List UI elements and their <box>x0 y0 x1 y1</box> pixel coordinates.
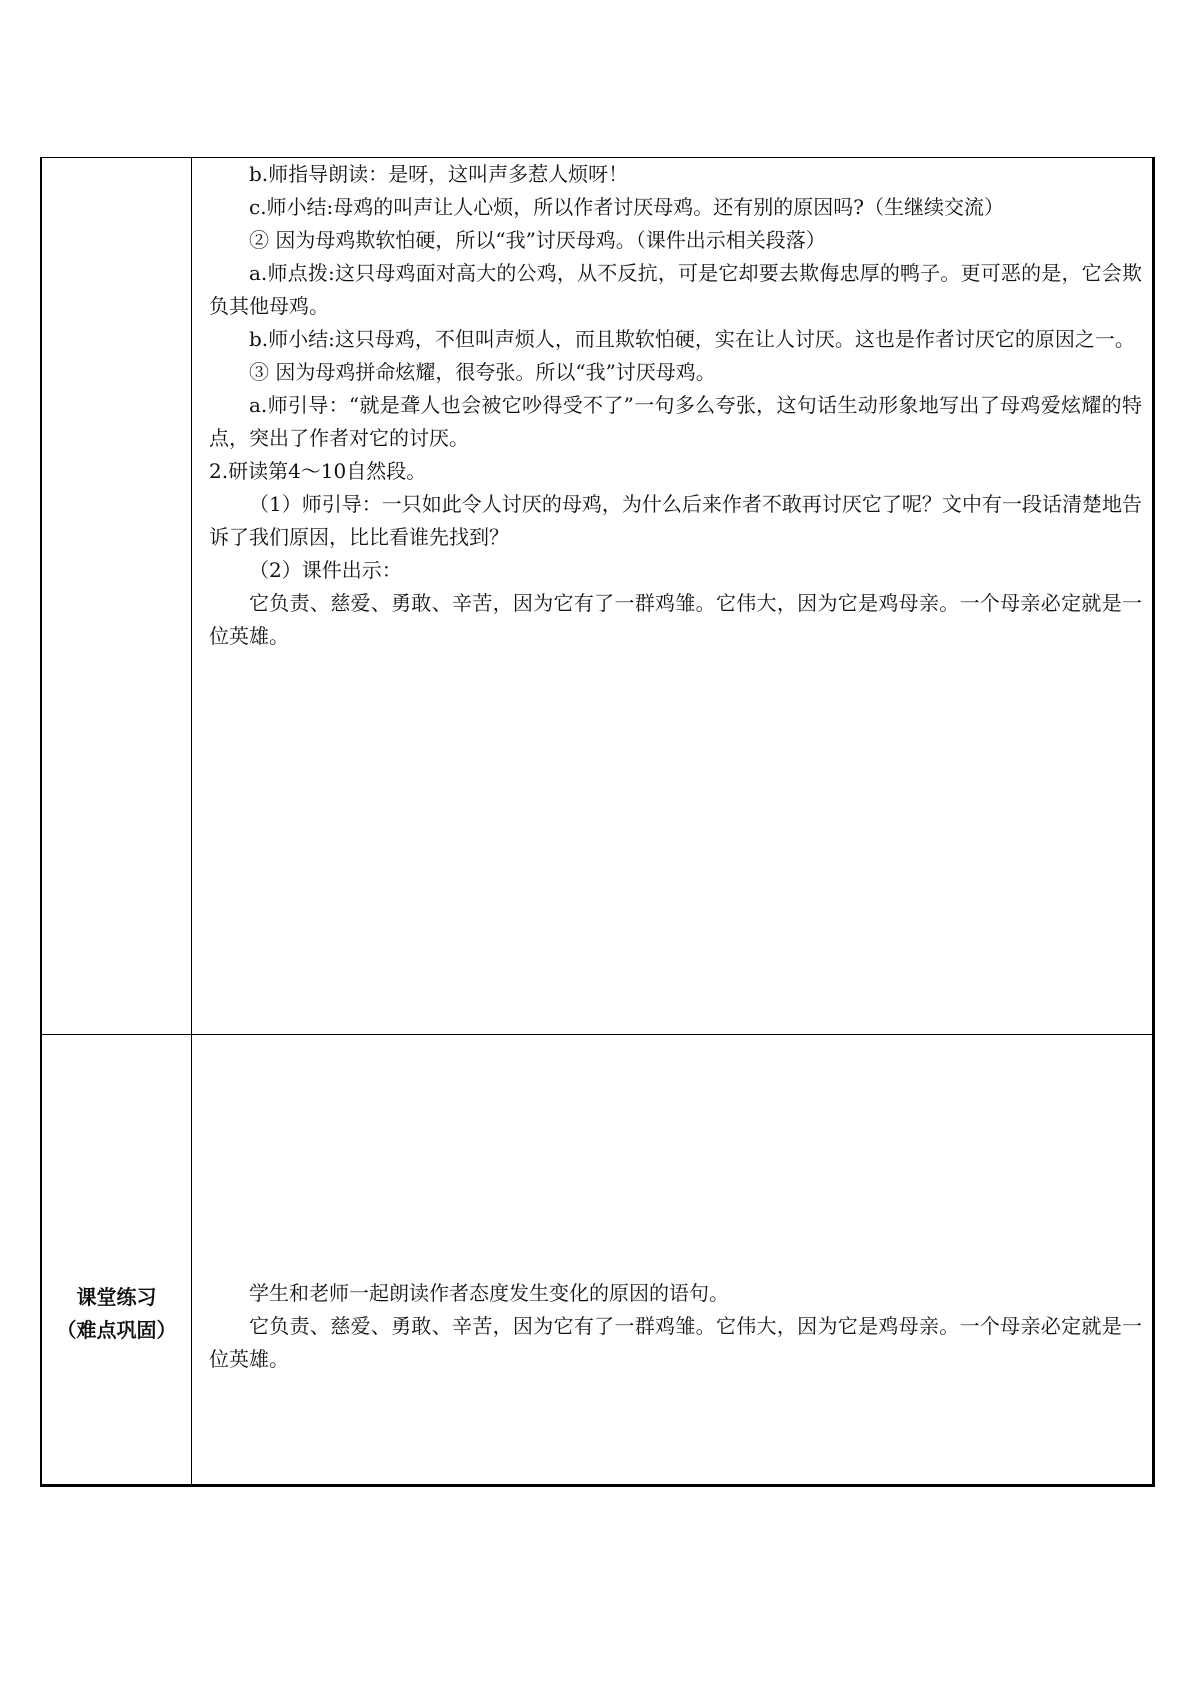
section-heading: 2.研读第4～10自然段。 <box>209 459 427 483</box>
teaching-process-text <box>209 158 1142 653</box>
paragraph: b.师小结:这只母鸡，不但叫声烦人，而且欺软怕硬，实在让人讨厌。这也是作者讨厌它的原因之一。 <box>249 327 1135 351</box>
row-label-line2: （难点巩固） <box>56 1318 177 1342</box>
paragraph: c.师小结:母鸡的叫声让人心烦，所以作者讨厌母鸡。还有别的原因吗?（生继续交流） <box>249 195 1005 219</box>
row-label-line1: 课堂练习 <box>76 1285 157 1309</box>
quoted-passage: 它负责、慈爱、勇敢、辛苦，因为它有了一群鸡雏。它伟大，因为它是鸡母亲。一个母亲必定就是一位英雄。 <box>209 591 1142 648</box>
practice-text <box>209 1277 1142 1376</box>
paragraph: a.师引导：“就是聋人也会被它吵得受不了”一句多么夸张，这句话生动形象地写出了母鸡爱炫耀的特点，突出了作者对它的讨厌。 <box>209 393 1142 450</box>
paragraph: ② 因为母鸡欺软怕硬，所以“我”讨厌母鸡。（课件出示相关段落） <box>249 228 826 252</box>
table-row-classroom-practice <box>42 1035 1152 1484</box>
paragraph: （1）师引导：一只如此令人讨厌的母鸡，为什么后来作者不敢再讨厌它了呢？文中有一段话清楚地告诉了我们原因，比比看谁先找到？ <box>209 492 1142 549</box>
table-row-teaching-process <box>42 158 1152 1035</box>
lesson-plan-table <box>40 157 1155 1487</box>
row-content-cell <box>193 158 1152 1034</box>
paragraph: a.师点拨:这只母鸡面对高大的公鸡，从不反抗，可是它却要去欺侮忠厚的鸭子。更可恶的是，它会欺负其他母鸡。 <box>209 261 1142 318</box>
paragraph: （2）课件出示： <box>249 558 402 582</box>
row-label-cell-empty <box>42 158 192 1034</box>
row-content-cell <box>193 1035 1152 1484</box>
paragraph: ③ 因为母鸡拼命炫耀，很夸张。所以“我”讨厌母鸡。 <box>249 360 716 384</box>
paragraph: 学生和老师一起朗读作者态度发生变化的原因的语句。 <box>249 1281 729 1305</box>
quoted-passage: 它负责、慈爱、勇敢、辛苦，因为它有了一群鸡雏。它伟大，因为它是鸡母亲。一个母亲必定就是一位英雄。 <box>209 1314 1142 1371</box>
paragraph: b.师指导朗读：是呀，这叫声多惹人烦呀！ <box>249 162 629 186</box>
row-label <box>42 1281 191 1347</box>
row-label-cell <box>42 1035 192 1484</box>
